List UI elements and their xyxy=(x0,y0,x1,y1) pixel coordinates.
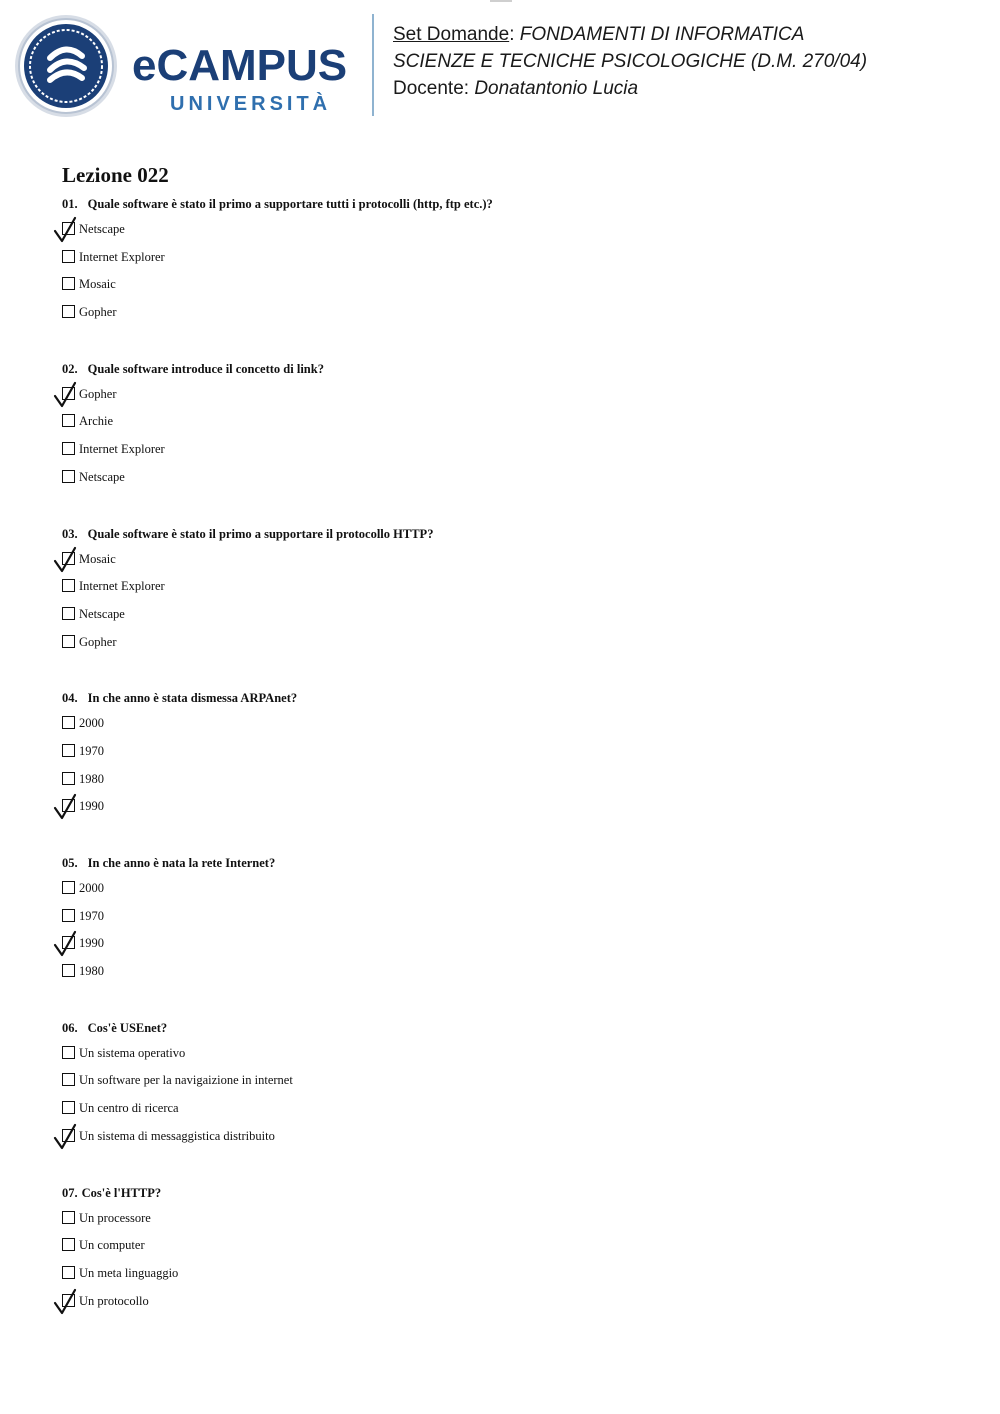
answer-option xyxy=(62,304,962,332)
question-prompt: In che anno è nata la rete Internet? xyxy=(87,856,276,870)
option-label: Internet Explorer xyxy=(79,579,165,594)
answer-option xyxy=(62,1045,962,1073)
question-text xyxy=(62,1185,962,1202)
question-number: 01. xyxy=(62,197,78,211)
checkmark-icon xyxy=(53,931,83,957)
option-label: 2000 xyxy=(79,881,104,895)
question-5 xyxy=(62,855,962,991)
option-label: Archie xyxy=(79,414,114,429)
answer-option xyxy=(62,606,962,634)
question-number: 02. xyxy=(62,361,78,376)
checkbox[interactable] xyxy=(62,305,75,318)
option-label: Netscape xyxy=(79,222,125,236)
checkbox[interactable] xyxy=(62,635,75,648)
checkbox[interactable] xyxy=(62,1101,75,1114)
ecampus-logo xyxy=(14,14,359,120)
question-2 xyxy=(62,361,962,497)
subject-line-1: FONDAMENTI DI INFORMATICA xyxy=(519,24,805,45)
checkbox[interactable] xyxy=(62,470,75,483)
question-prompt: Quale software è stato il primo a supportare il protocollo HTTP? xyxy=(87,526,434,541)
checkbox[interactable] xyxy=(62,250,75,263)
option-label: Un processore xyxy=(79,1210,151,1225)
teacher-label: Docente: xyxy=(393,78,470,99)
option-label: Internet Explorer xyxy=(79,249,165,264)
question-1 xyxy=(62,196,962,332)
answer-option xyxy=(62,715,962,743)
option-label: Un sistema operativo xyxy=(79,1045,186,1060)
question-prompt: Cos'è USEnet? xyxy=(87,1020,168,1035)
answer-option xyxy=(62,249,962,277)
question-text xyxy=(62,526,962,543)
checked-checkbox[interactable] xyxy=(62,552,75,565)
answer-option xyxy=(62,221,962,249)
answer-option xyxy=(62,908,962,936)
checkmark-icon xyxy=(53,794,83,820)
answer-option xyxy=(62,880,962,908)
answer-option xyxy=(62,1293,962,1321)
checkbox[interactable] xyxy=(62,1266,75,1279)
question-text xyxy=(62,361,962,378)
answer-option xyxy=(62,441,962,469)
checked-checkbox[interactable] xyxy=(62,387,75,400)
checkmark-icon xyxy=(53,217,83,243)
checkbox[interactable] xyxy=(62,772,75,785)
answer-option xyxy=(62,1072,962,1100)
checkbox[interactable] xyxy=(62,964,75,977)
option-label: Netscape xyxy=(79,469,125,484)
answer-option xyxy=(62,963,962,991)
university-seal-icon xyxy=(14,14,118,118)
option-label: Gopher xyxy=(79,634,117,649)
option-label: 1990 xyxy=(79,936,104,951)
question-6 xyxy=(62,1020,962,1156)
checkbox[interactable] xyxy=(62,909,75,922)
teacher-name: Donatantonio Lucia xyxy=(474,78,639,99)
answer-option xyxy=(62,1128,962,1156)
checkbox[interactable] xyxy=(62,442,75,455)
question-text xyxy=(62,196,962,213)
brand-top-text: eCAMPUS xyxy=(132,41,348,90)
option-label: Un software per la navigaizione in internet xyxy=(79,1073,293,1088)
question-prompt: In che anno è stata dismessa ARPAnet? xyxy=(87,691,298,706)
option-label: Mosaic xyxy=(79,277,116,292)
question-number: 03. xyxy=(62,526,78,541)
checkbox[interactable] xyxy=(62,277,75,290)
set-label: Set Domande xyxy=(393,24,510,45)
quiz-content xyxy=(62,160,962,1320)
question-3 xyxy=(62,526,962,662)
checkmark-icon xyxy=(53,1289,83,1315)
checkbox[interactable] xyxy=(62,1238,75,1251)
option-label: 1980 xyxy=(79,771,104,786)
option-label: Un protocollo xyxy=(79,1293,149,1308)
option-label: 1980 xyxy=(79,964,104,979)
checked-checkbox[interactable] xyxy=(62,1294,75,1307)
question-number: 07. xyxy=(62,1185,78,1200)
question-text xyxy=(62,690,962,707)
subject-line-2: SCIENZE E TECNICHE PSICOLOGICHE (D.M. 270/04) xyxy=(393,51,868,72)
option-label: Un centro di ricerca xyxy=(79,1101,179,1116)
checkmark-icon xyxy=(53,382,83,408)
answer-option xyxy=(62,1210,962,1238)
answer-option xyxy=(62,386,962,414)
checkbox[interactable] xyxy=(62,1211,75,1224)
option-label: Un computer xyxy=(79,1238,145,1253)
lesson-title: Lezione 022 xyxy=(62,163,169,187)
question-prompt: Quale software introduce il concetto di link? xyxy=(87,361,324,376)
checked-checkbox[interactable] xyxy=(62,936,75,949)
checkbox[interactable] xyxy=(62,1073,75,1086)
question-prompt: Cos'è l'HTTP? xyxy=(81,1185,162,1200)
question-list xyxy=(62,196,962,1320)
answer-option xyxy=(62,469,962,497)
question-4 xyxy=(62,690,962,826)
answer-option xyxy=(62,578,962,606)
question-text xyxy=(62,855,962,872)
brand-bottom-text: UNIVERSITÀ xyxy=(170,93,332,115)
checkbox[interactable] xyxy=(62,881,75,894)
checkbox[interactable] xyxy=(62,579,75,592)
answer-option xyxy=(62,935,962,963)
question-prompt: Quale software è stato il primo a supportare tutti i protocolli (http, ftp etc.)? xyxy=(87,197,493,211)
option-label: Internet Explorer xyxy=(79,442,165,457)
ecampus-wordmark xyxy=(132,40,362,116)
course-line-1: Set Domande: FONDAMENTI DI INFORMATICA xyxy=(393,24,805,45)
option-label: 1990 xyxy=(79,799,104,814)
question-7 xyxy=(62,1185,962,1321)
option-label: Mosaic xyxy=(79,551,116,566)
option-label: 1970 xyxy=(79,743,104,758)
answer-option xyxy=(62,413,962,441)
question-number: 06. xyxy=(62,1020,78,1035)
answer-option xyxy=(62,1237,962,1265)
question-text xyxy=(62,1020,962,1037)
checked-checkbox[interactable] xyxy=(62,799,75,812)
option-label: Gopher xyxy=(79,305,117,320)
answer-option xyxy=(62,771,962,799)
answer-option xyxy=(62,276,962,304)
answer-option xyxy=(62,551,962,579)
checkbox[interactable] xyxy=(62,414,75,427)
answer-option xyxy=(62,1100,962,1128)
course-info xyxy=(393,21,867,102)
checkbox[interactable] xyxy=(62,716,75,729)
option-label: Netscape xyxy=(79,606,125,621)
option-label: 1970 xyxy=(79,908,104,923)
checkbox[interactable] xyxy=(62,1046,75,1059)
checkbox[interactable] xyxy=(62,607,75,620)
checkmark-icon xyxy=(53,547,83,573)
option-label: 2000 xyxy=(79,716,104,731)
option-label: Un meta linguaggio xyxy=(79,1265,179,1280)
question-number: 05. xyxy=(62,856,78,870)
checkbox[interactable] xyxy=(62,744,75,757)
answer-option xyxy=(62,1265,962,1293)
teacher-line xyxy=(393,75,867,102)
answer-option xyxy=(62,743,962,771)
option-label: Gopher xyxy=(79,386,117,401)
checked-checkbox[interactable] xyxy=(62,1129,75,1142)
checked-checkbox[interactable] xyxy=(62,222,75,235)
checkmark-icon xyxy=(53,1124,83,1150)
header-divider xyxy=(372,14,374,116)
answer-option xyxy=(62,798,962,826)
answer-option xyxy=(62,634,962,662)
option-label: Un sistema di messaggistica distribuito xyxy=(79,1128,275,1143)
question-number: 04. xyxy=(62,691,78,706)
page-header xyxy=(0,0,1000,130)
